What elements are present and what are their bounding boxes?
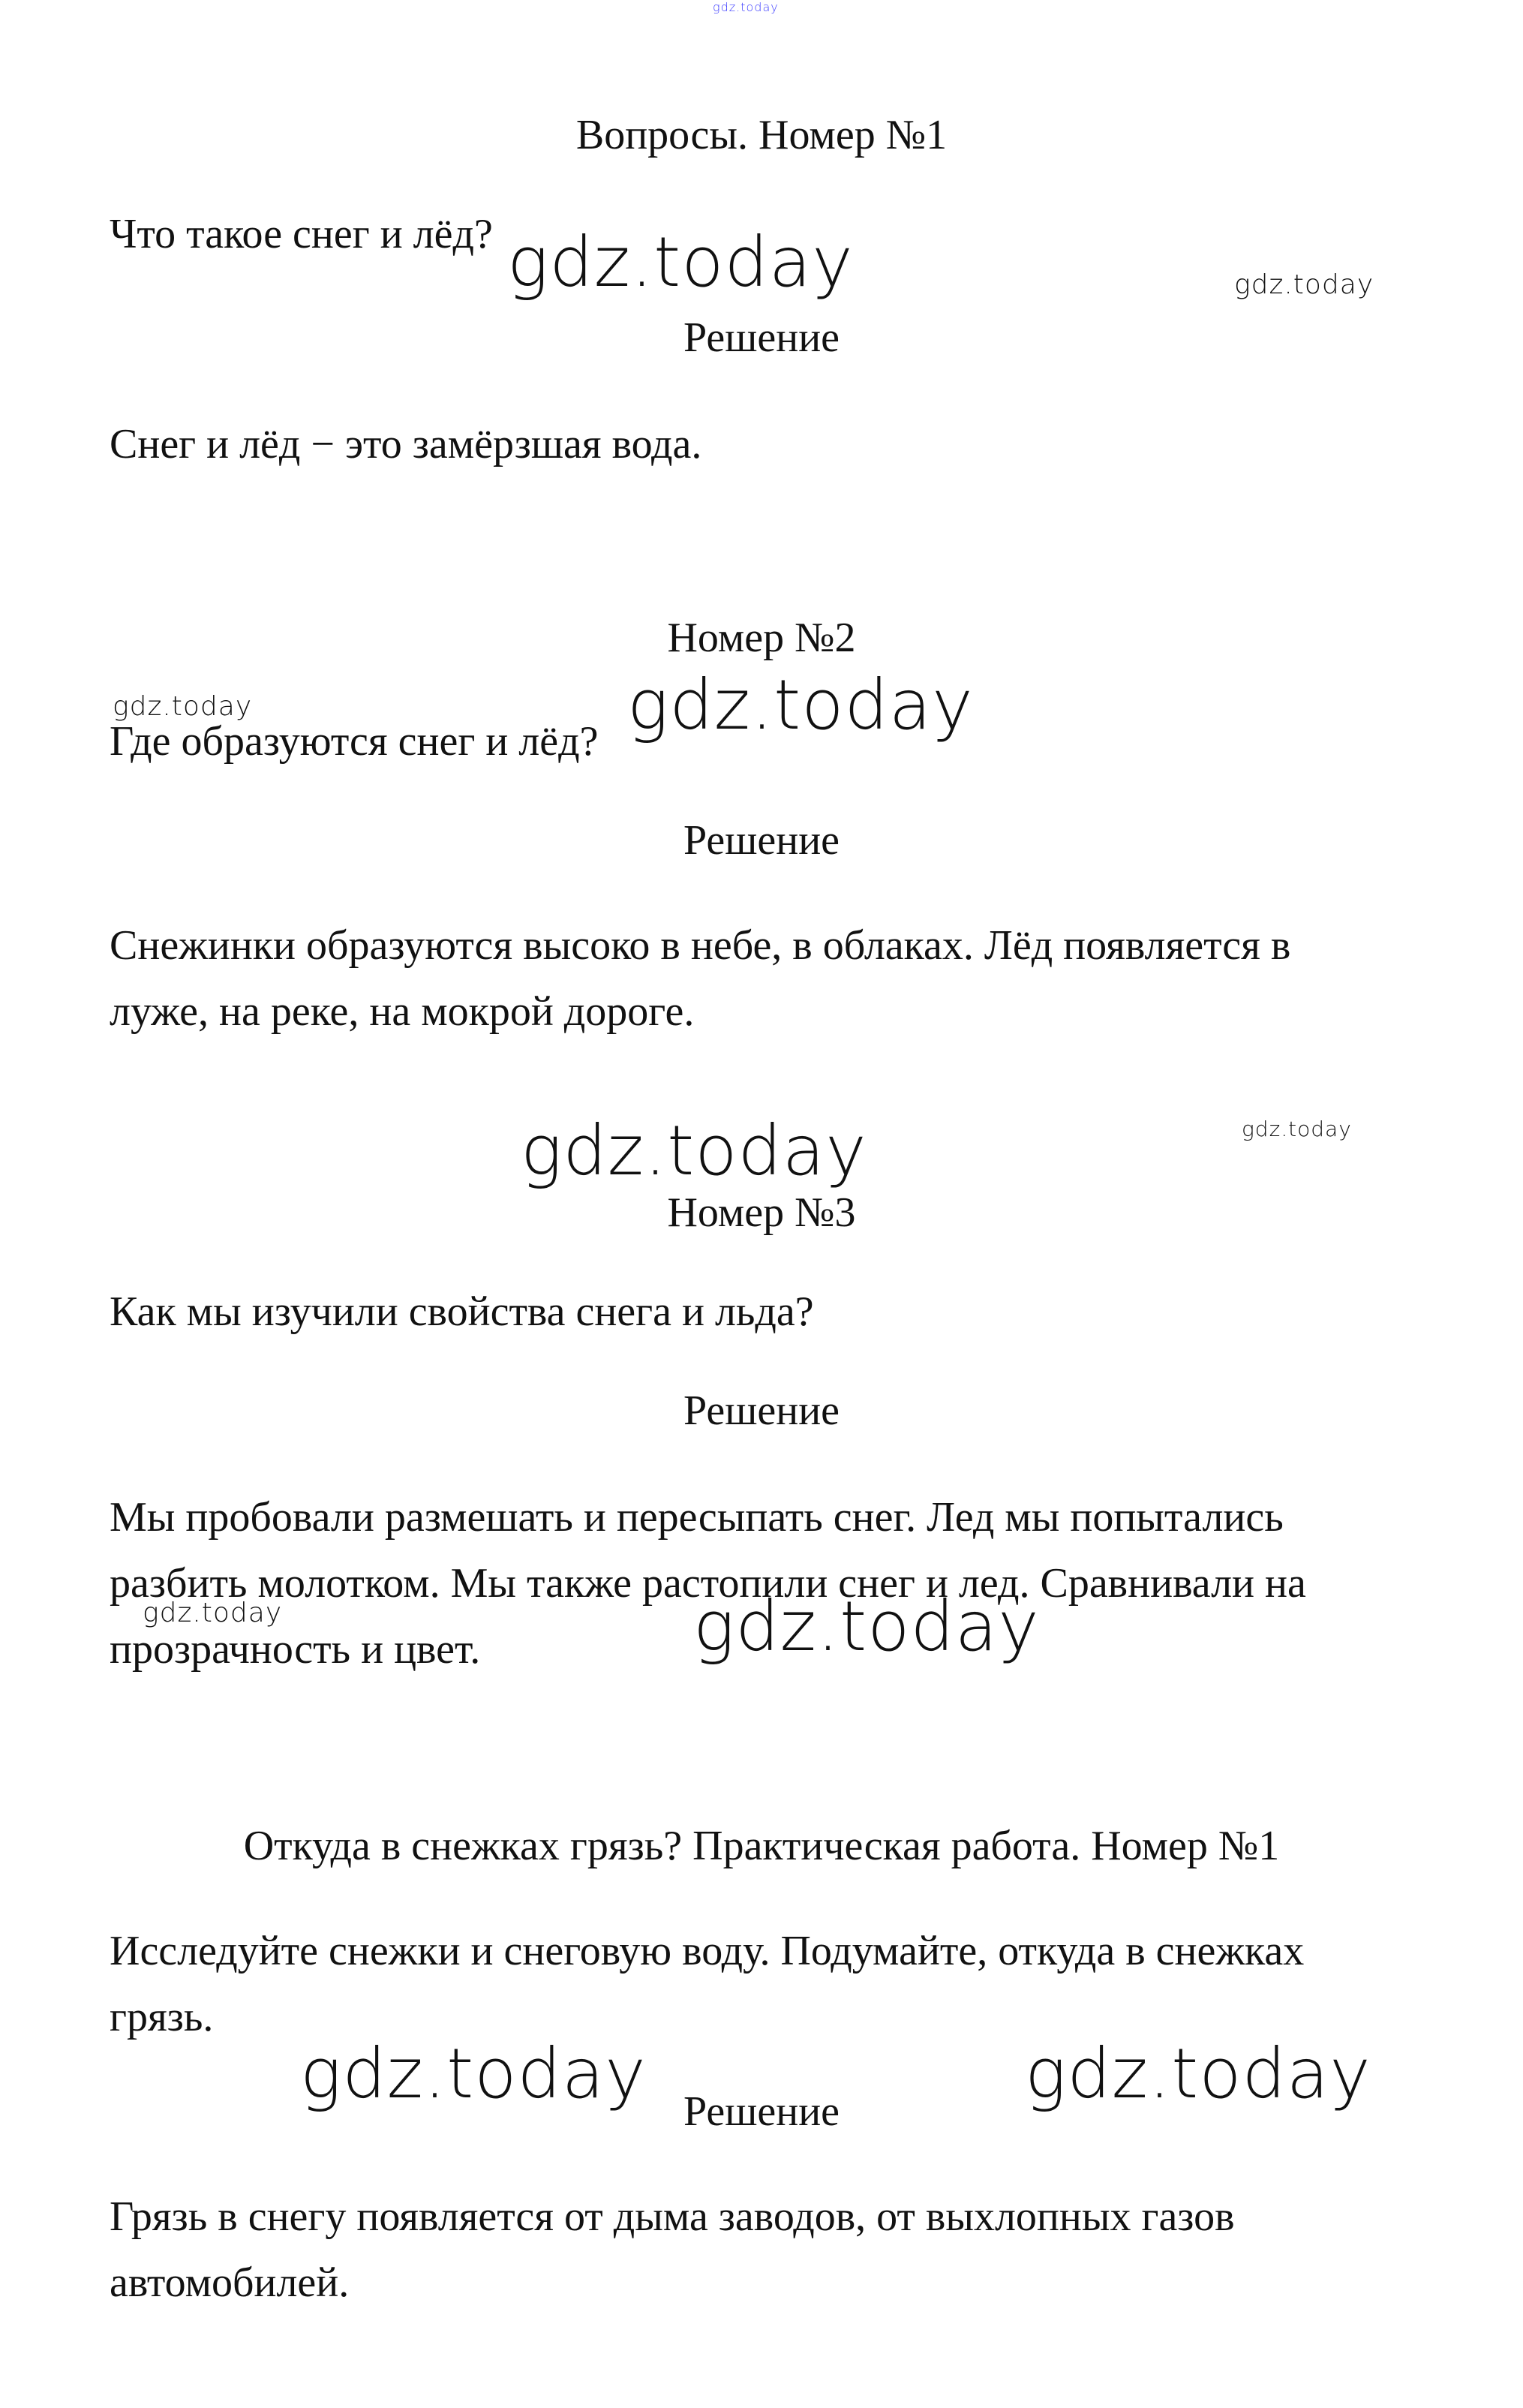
section-1-answer: Снег и лёд − это замёрзшая вода.: [110, 421, 702, 467]
answer-line: Снежинки образуются высоко в небе, в облаках. Лёд появляется в: [110, 922, 1291, 969]
section-2-answer: [110, 912, 1385, 1045]
section-2-heading: Номер №2: [667, 615, 856, 661]
section-2-question: Где образуются снег и лёд?: [110, 718, 599, 765]
section-4-question: [110, 1918, 1385, 2050]
section-3-heading: Номер №3: [667, 1189, 856, 1236]
watermark-big: gdz.today: [507, 222, 854, 302]
answer-line: луже, на реке, на мокрой дороге.: [110, 988, 695, 1035]
section-2-solution-label: Решение: [683, 817, 840, 864]
watermark-big: gdz.today: [627, 665, 974, 745]
watermark-big: gdz.today: [300, 2034, 647, 2114]
watermark-big: gdz.today: [693, 1586, 1040, 1667]
answer-line: Мы пробовали размешать и пересыпать снег. Лед мы попытались: [110, 1494, 1284, 1541]
section-1-question: Что такое снег и лёд?: [110, 211, 493, 257]
watermark-big: gdz.today: [521, 1111, 867, 1191]
question-line: грязь.: [110, 1994, 214, 2040]
watermark-small: gdz.today: [1242, 1117, 1352, 1141]
question-line: Исследуйте снежки и снеговую воду. Подумайте, откуда в снежках: [110, 1928, 1305, 1974]
watermark-small: gdz.today: [1234, 269, 1374, 300]
answer-line: разбить молотком. Мы также растопили снег и лед. Сравнивали на: [110, 1560, 1306, 1607]
answer-line: автомобилей.: [110, 2259, 350, 2306]
answer-line: прозрачность и цвет.: [110, 1626, 481, 1673]
section-3-question: Как мы изучили свойства снега и льда?: [110, 1288, 814, 1335]
section-3-solution-label: Решение: [683, 1387, 840, 1434]
answer-line: Грязь в снегу появляется от дыма заводов, от выхлопных газов: [110, 2193, 1235, 2240]
watermark-big: gdz.today: [1025, 2034, 1371, 2114]
section-1-heading: Вопросы. Номер №1: [575, 112, 948, 158]
watermark-top: gdz.today: [713, 0, 779, 14]
section-4-answer: [110, 2184, 1385, 2316]
watermark-small: gdz.today: [113, 691, 253, 722]
watermark-small: gdz.today: [143, 1598, 283, 1628]
section-1-solution-label: Решение: [683, 314, 840, 361]
section-4-solution-label: Решение: [683, 2088, 840, 2135]
section-4-heading: Откуда в снежках грязь? Практическая работа. Номер №1: [243, 1823, 1280, 1869]
